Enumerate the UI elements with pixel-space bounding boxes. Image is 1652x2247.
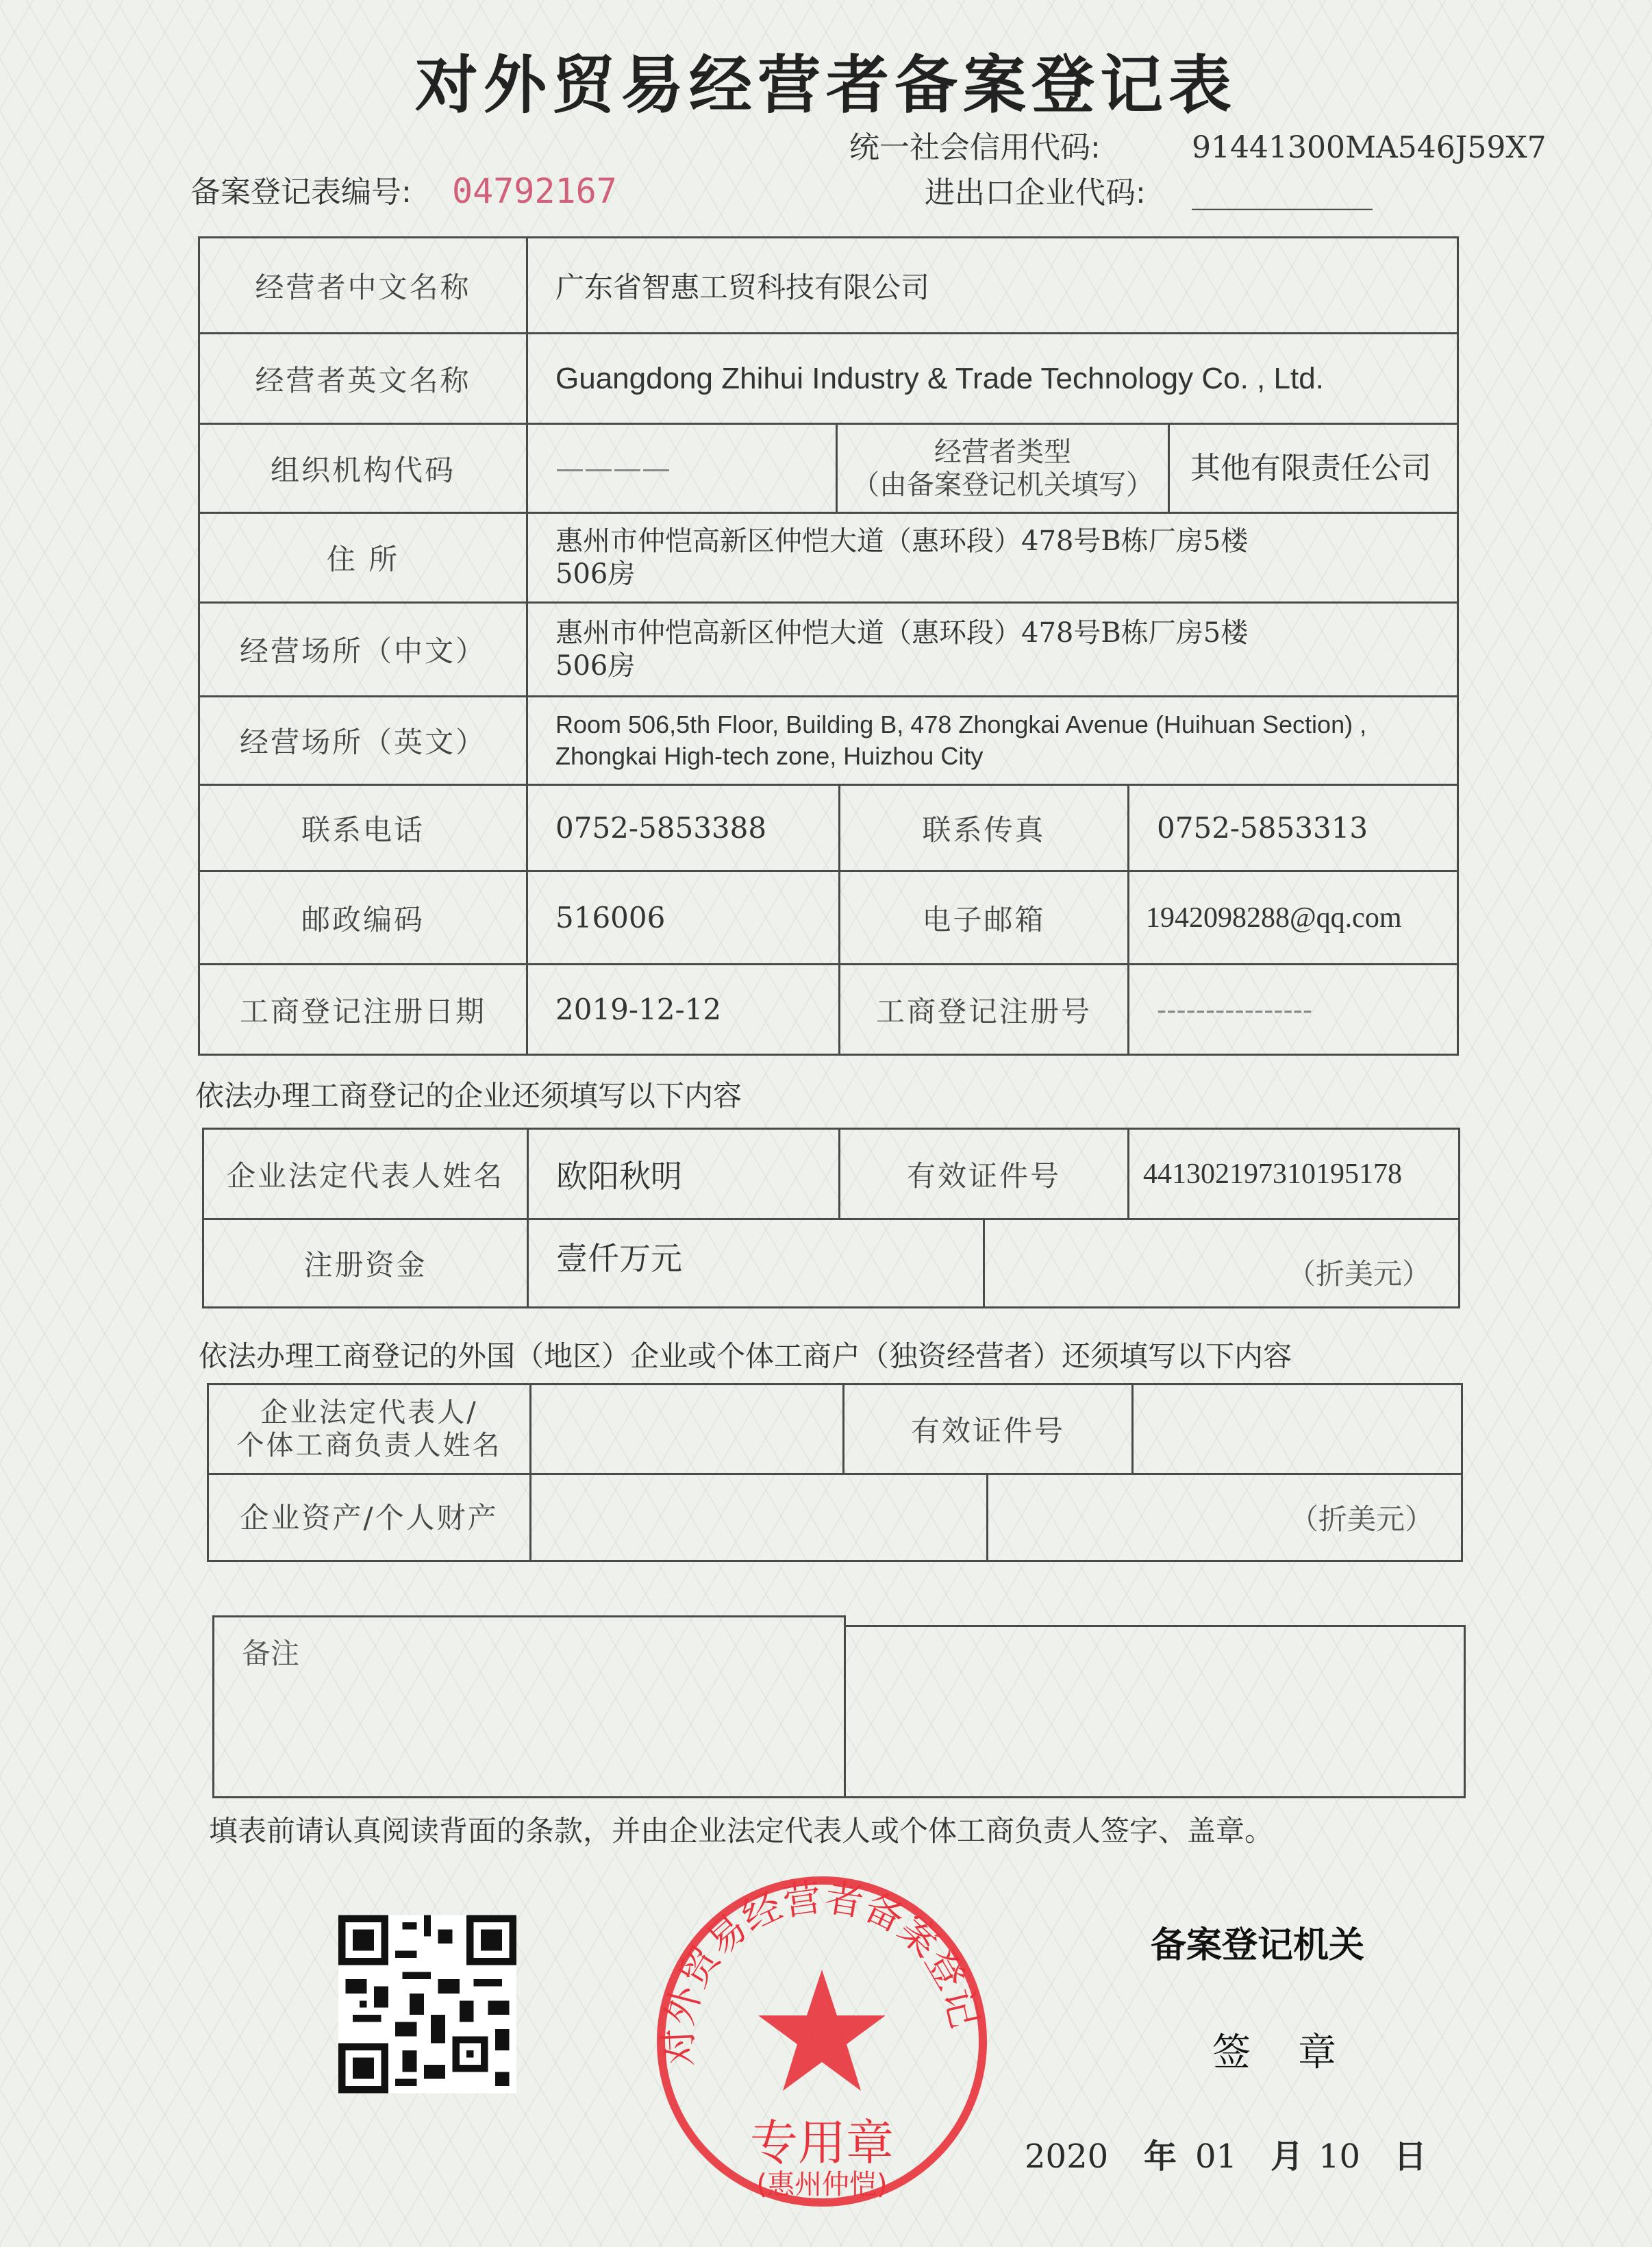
fax-value: 0752-5853313 bbox=[1127, 784, 1459, 872]
operator-type-value: 其他有限责任公司 bbox=[1168, 423, 1459, 514]
qr-code bbox=[338, 1913, 516, 2095]
assets-usd-label: （折美元） bbox=[986, 1473, 1463, 1562]
reg-date-value: 2019-12-12 bbox=[526, 963, 840, 1056]
phone-label: 联系电话 bbox=[198, 784, 528, 872]
en-name-value: Guangdong Zhihui Industry & Trade Technology Co. , Ltd. bbox=[526, 332, 1459, 425]
rep-label-line2: 个体工商负责人姓名 bbox=[236, 1430, 502, 1461]
site-cn-value: 惠州市仲恺高新区仲恺大道（惠环段）478号B栋厂房5楼506房 bbox=[526, 601, 1459, 697]
authority-label: 备案登记机关 bbox=[1151, 1925, 1365, 1966]
stamp-center-text: 专用章 bbox=[750, 2115, 894, 2171]
date-day-unit: 日 bbox=[1394, 2137, 1427, 2176]
id-value: 441302197310195178 bbox=[1127, 1128, 1460, 1220]
rep-value bbox=[529, 1383, 844, 1475]
stamp-bottom-text: (惠州仲恺) bbox=[756, 2169, 888, 2200]
remarks-value bbox=[844, 1625, 1466, 1798]
rep-label bbox=[207, 1383, 531, 1475]
cn-name-label: 经营者中文名称 bbox=[198, 236, 528, 334]
postcode-label: 邮政编码 bbox=[198, 870, 528, 965]
site-en-label: 经营场所（英文） bbox=[198, 695, 528, 786]
cn-name-value: 广东省智惠工贸科技有限公司 bbox=[526, 236, 1459, 334]
address-value: 惠州市仲恺高新区仲恺大道（惠环段）478号B栋厂房5楼506房 bbox=[526, 512, 1459, 604]
assets-label: 企业资产/个人财产 bbox=[207, 1473, 531, 1562]
legal-rep-value: 欧阳秋明 bbox=[527, 1128, 840, 1220]
en-name-label: 经营者英文名称 bbox=[198, 332, 528, 425]
phone-value: 0752-5853388 bbox=[526, 784, 840, 872]
remarks-label: 备注 bbox=[212, 1615, 846, 1798]
footer-note: 填表前请认真阅读背面的条款，并由企业法定代表人或个体工商负责人签字、盖章。 bbox=[209, 1814, 1274, 1848]
site-en-value: Room 506,5th Floor, Building B, 478 Zhongkai Avenue (Huihuan Section) , Zhongkai High-tech zone, Huizhou City bbox=[526, 695, 1459, 786]
stamp-ring-text: 对外贸易经营者备案登记 bbox=[656, 1875, 987, 2068]
fax-label: 联系传真 bbox=[838, 784, 1129, 872]
email-label: 电子邮箱 bbox=[838, 870, 1129, 965]
operator-type-label-line2: （由备案登记机关填写） bbox=[852, 469, 1153, 501]
reg-no-label: 工商登记注册号 bbox=[838, 963, 1129, 1056]
address-label: 住 所 bbox=[198, 512, 528, 604]
org-code-label: 组织机构代码 bbox=[198, 423, 528, 514]
section3-heading: 依法办理工商登记的外国（地区）企业或个体工商户（独资经营者）还须填写以下内容 bbox=[199, 1339, 1292, 1373]
site-cn-label: 经营场所（中文） bbox=[198, 601, 528, 697]
document-title: 对外贸易经营者备案登记表 bbox=[414, 49, 1237, 122]
foreign-id-value bbox=[1131, 1383, 1463, 1475]
postcode-value: 516006 bbox=[526, 870, 840, 965]
reg-no-value: ---------------- bbox=[1127, 963, 1459, 1056]
foreign-id-label: 有效证件号 bbox=[842, 1383, 1134, 1475]
capital-label: 注册资金 bbox=[202, 1218, 529, 1308]
sign-label-1: 签 bbox=[1212, 2031, 1251, 2075]
rep-label-line1: 企业法定代表人/ bbox=[260, 1397, 478, 1428]
date-day: 10 bbox=[1318, 2137, 1361, 2176]
official-seal-stamp bbox=[651, 1870, 993, 2213]
operator-type-label-line1: 经营者类型 bbox=[934, 436, 1071, 468]
org-code-value: ———— bbox=[526, 423, 838, 514]
credit-code-label: 统一社会信用代码: bbox=[849, 130, 1101, 165]
credit-code-value: 91441300MA546J59X7 bbox=[1192, 130, 1547, 165]
section2-heading: 依法办理工商登记的企业还须填写以下内容 bbox=[195, 1079, 742, 1113]
assets-value bbox=[529, 1473, 988, 1562]
ie-code-label: 进出口企业代码: bbox=[925, 175, 1146, 210]
date-month: 01 bbox=[1195, 2137, 1238, 2176]
legal-rep-label: 企业法定代表人姓名 bbox=[202, 1128, 529, 1220]
serial-label: 备案登记表编号: bbox=[190, 175, 412, 210]
operator-type-label bbox=[836, 423, 1170, 514]
sign-label-2: 章 bbox=[1298, 2031, 1336, 2075]
id-label: 有效证件号 bbox=[838, 1128, 1129, 1220]
date-month-unit: 月 bbox=[1271, 2137, 1304, 2176]
capital-usd-label: （折美元） bbox=[983, 1218, 1460, 1308]
serial-number: 04792167 bbox=[452, 171, 617, 211]
capital-value: 壹仟万元 bbox=[527, 1218, 985, 1308]
reg-date-label: 工商登记注册日期 bbox=[198, 963, 528, 1056]
date-year-unit: 年 bbox=[1144, 2137, 1177, 2176]
date-year: 2020 bbox=[1025, 2137, 1109, 2176]
ie-code-value: ____________ bbox=[1192, 175, 1373, 210]
email-value: 1942098288@qq.com bbox=[1127, 870, 1459, 965]
